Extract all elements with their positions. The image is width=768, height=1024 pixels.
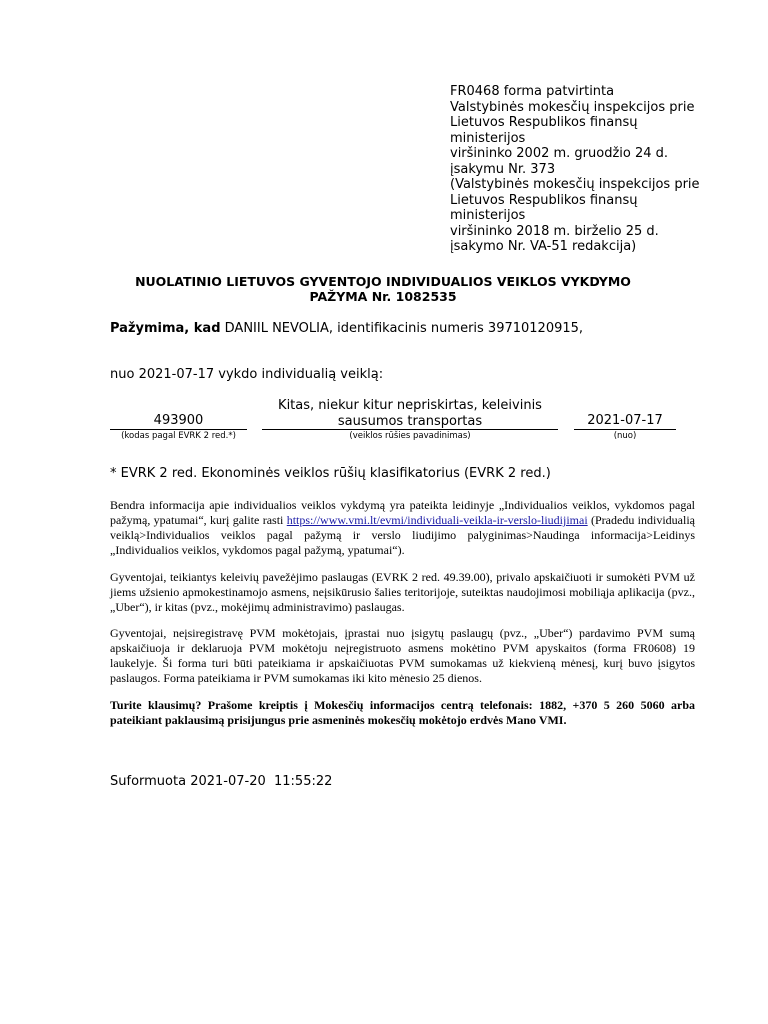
vmi-info-link[interactable]: https://www.vmi.lt/evmi/individuali-veikla-ir-verslo-liudijimai xyxy=(286,513,588,527)
header-line: viršininko 2002 m. gruodžio 24 d. xyxy=(450,146,669,161)
activity-start-date-value: 2021-07-17 xyxy=(574,413,676,430)
header-line: įsakymo Nr. VA-51 redakcija) xyxy=(450,239,637,254)
evrk-footnote: * EVRK 2 red. Ekonominės veiklos rūšių klasifikatorius (EVRK 2 red.) xyxy=(110,466,551,481)
header-line: įsakymu Nr. 373 xyxy=(450,161,556,177)
certify-text: DANIIL NEVOLIA, identifikacinis numeris 39710120915, xyxy=(224,321,584,336)
header-line: Lietuvos Respublikos finansų xyxy=(450,192,638,208)
title-line-1: NUOLATINIO LIETUVOS GYVENTOJO INDIVIDUALIOS VEIKLOS VYKDYMO xyxy=(135,274,631,289)
activity-name-caption: (veiklos rūšies pavadinimas) xyxy=(349,431,471,441)
title-line-2: PAŽYMA Nr. 1082535 xyxy=(309,289,457,304)
info-text-before-link: Bendra informacija apie individualios veiklos vykdymą yra pateikta leidinyje „Individualios veiklos, vykdomos pagal pažymą, ypatumai“, kurį galite rasti xyxy=(110,498,695,527)
header-line: Lietuvos Respublikos finansų xyxy=(450,115,638,130)
activity-name-value: Kitas, niekur kitur nepriskirtas, keleivinis sausumos transportas xyxy=(262,398,558,430)
header-line: ministerijos xyxy=(450,130,526,146)
since-line: nuo 2021-07-17 vykdo individualią veiklą: xyxy=(110,367,384,382)
passenger-transport-paragraph: Gyventojai, teikiantys keleivių pavežėjimo paslaugas (EVRK 2 red. 49.39.00), privalo apskaičiuoti ir sumokėti PVM už jiems užsienio apmokestinamojo asmens, neįsikūrusio šalies teritorijoje, suteiktas naudojimosi mobiliąja aplikacija (pvz., „Uber“), ir kitas (pvz., mokėjimų administravimo) paslaugas. xyxy=(110,570,695,614)
info-paragraph xyxy=(110,498,695,558)
certify-label: Pažymima, kad xyxy=(110,321,221,336)
header-line: Valstybinės mokesčių inspekcijos prie xyxy=(450,99,695,115)
certify-line xyxy=(110,321,583,336)
activity-code-value: 493900 xyxy=(110,413,247,430)
info-text-after-link: (Pradedu individualią veiklą>Individualios veiklos pagal pažymą ir verslo liudijimo palyginimas>Naudinga informacija>Leidinys „Individualios veiklos, vykdomos pagal pažymą, ypatumai“). xyxy=(110,513,696,557)
generated-timestamp: Suformuota 2021-07-20 11:55:22 xyxy=(110,774,333,789)
header-line: (Valstybinės mokesčių inspekcijos prie xyxy=(450,177,700,192)
activity-start-date-caption: (nuo) xyxy=(613,431,637,441)
activity-code-caption: (kodas pagal EVRK 2 red.*) xyxy=(121,431,236,441)
form-approval-header xyxy=(450,84,710,255)
contact-paragraph: Turite klausimų? Prašome kreiptis į Mokesčių informacijos centrą telefonais: 1882, +370 5 260 5060 arba pateikiant paklausimą prisijungus prie asmeninės mokesčių mokėtojo erdvės Mano VMI. xyxy=(110,698,695,727)
document-title xyxy=(110,274,656,304)
header-line: viršininko 2018 m. birželio 25 d. xyxy=(450,223,659,239)
header-line: FR0468 forma patvirtinta xyxy=(450,84,615,99)
header-line: ministerijos xyxy=(450,208,526,223)
vat-paragraph: Gyventojai, neįsiregistravę PVM mokėtojais, įprastai nuo įsigytų paslaugų (pvz., „Uber“) pardavimo PVM sumą apskaičiuoja ir deklaruoja PVM mokėtoju neįregistruoto asmens mokėtino PVM apyskaitos (forma FR0608) 19 laukelyje. Ši forma turi būti pateikiama ir apskaičiuotas PVM sumokamas už kiekvieną mėnesį, kurį buvo įsigytos paslaugos. Forma pateikiama ir PVM sumokamas iki kito mėnesio 25 dienos. xyxy=(110,626,695,685)
